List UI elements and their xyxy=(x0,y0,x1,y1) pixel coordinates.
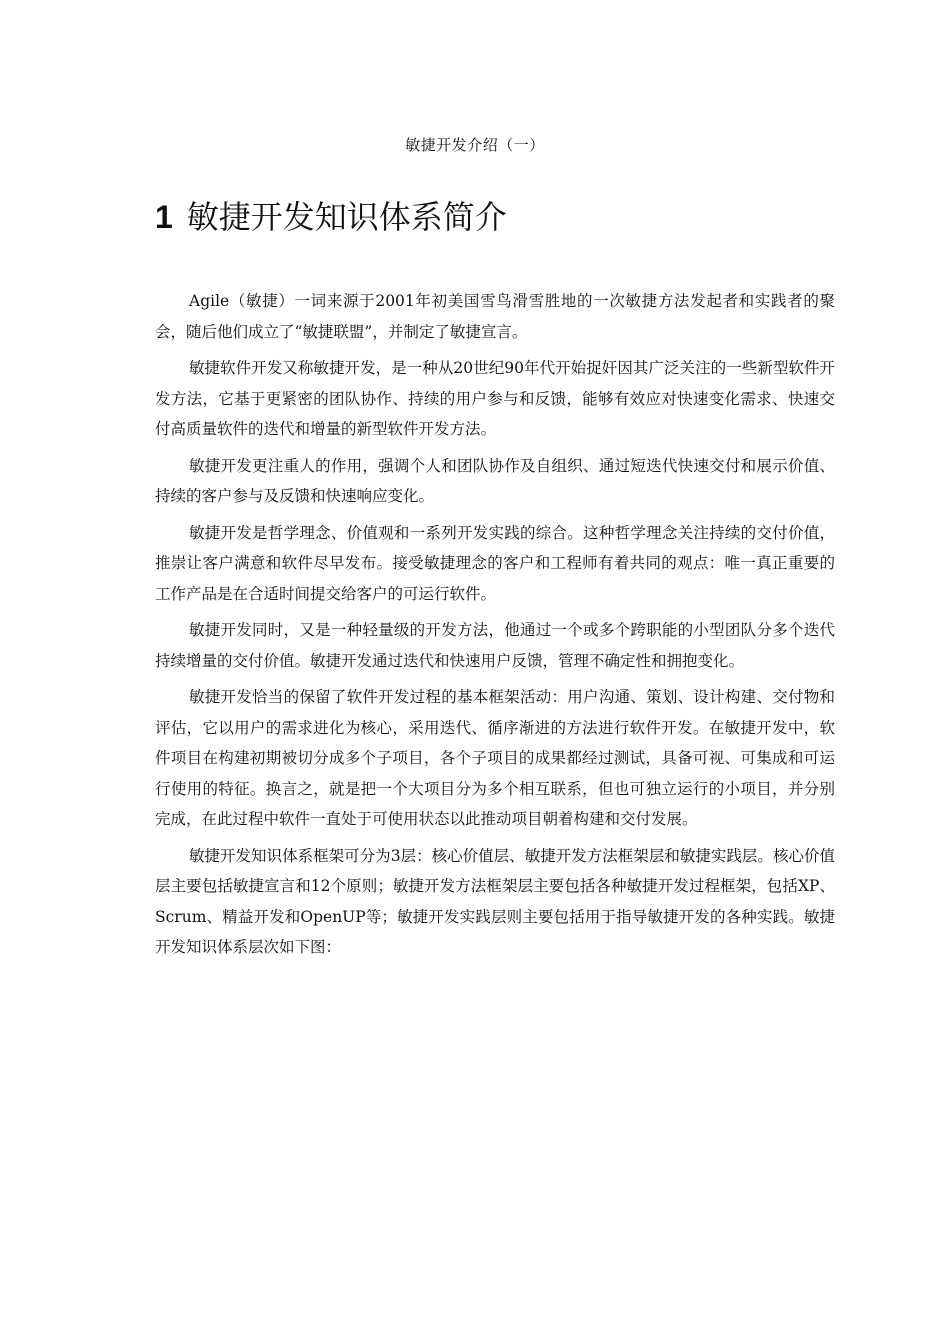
document-body xyxy=(155,286,835,969)
section-number: 1 xyxy=(155,199,173,235)
paragraph: 敏捷开发是哲学理念、价值观和一系列开发实践的综合。这种哲学理念关注持续的交付价值，推崇让客户满意和软件尽早发布。接受敏捷理念的客户和工程师有着共同的观点：唯一真正重要的工作产品是在合适时间提交给客户的可运行软件。 xyxy=(155,523,835,603)
paragraph: 敏捷开发恰当的保留了软件开发过程的基本框架活动：用户沟通、策划、设计构建、交付物和评估，它以用户的需求进化为核心，采用迭代、循序渐进的方法进行软件开发。在敏捷开发中，软件项目在构建初期被切分成多个子项目，各个子项目的成果都经过测试，具备可视、可集成和可运行使用的特征。换言之，就是把一个大项目分为多个相互联系，但也可独立运行的小项目，并分别完成，在此过程中软件一直处于可使用状态以此推动项目朝着构建和交付发展。 xyxy=(155,688,835,828)
section-title: 敏捷开发知识体系简介 xyxy=(186,198,507,236)
paragraph: 敏捷开发知识体系框架可分为3层：核心价值层、敏捷开发方法框架层和敏捷实践层。核心价值层主要包括敏捷宣言和12个原则；敏捷开发方法框架层主要包括各种敏捷开发过程框架，包括XP、Scrum、精益开发和OpenUP等；敏捷开发实践层则主要包括用于指导敏捷开发的各种实践。敏捷开发知识体系层次如下图： xyxy=(155,846,835,956)
section-heading xyxy=(155,193,835,241)
paragraph: 敏捷开发更注重人的作用，强调个人和团队协作及自组织、通过短迭代快速交付和展示价值、持续的客户参与及反馈和快速响应变化。 xyxy=(155,456,835,505)
paragraph: 敏捷开发同时，又是一种轻量级的开发方法，他通过一个或多个跨职能的小型团队分多个迭代持续增量的交付价值。敏捷开发通过迭代和快速用户反馈，管理不确定性和拥抱变化。 xyxy=(155,621,835,670)
paragraph: Agile（敏捷）一词来源于2001年初美国雪鸟滑雪胜地的一次敏捷方法发起者和实践者的聚会，随后他们成立了“敏捷联盟”，并制定了敏捷宣言。 xyxy=(155,292,835,341)
paragraph: 敏捷软件开发又称敏捷开发，是一种从20世纪90年代开始捉奸因其广泛关注的一些新型软件开发方法，它基于更紧密的团队协作、持续的用户参与和反馈，能够有效应对快速变化需求、快速交付高质量软件的迭代和增量的新型软件开发方法。 xyxy=(155,359,835,438)
document-title: 敏捷开发介绍（一） xyxy=(405,136,545,154)
